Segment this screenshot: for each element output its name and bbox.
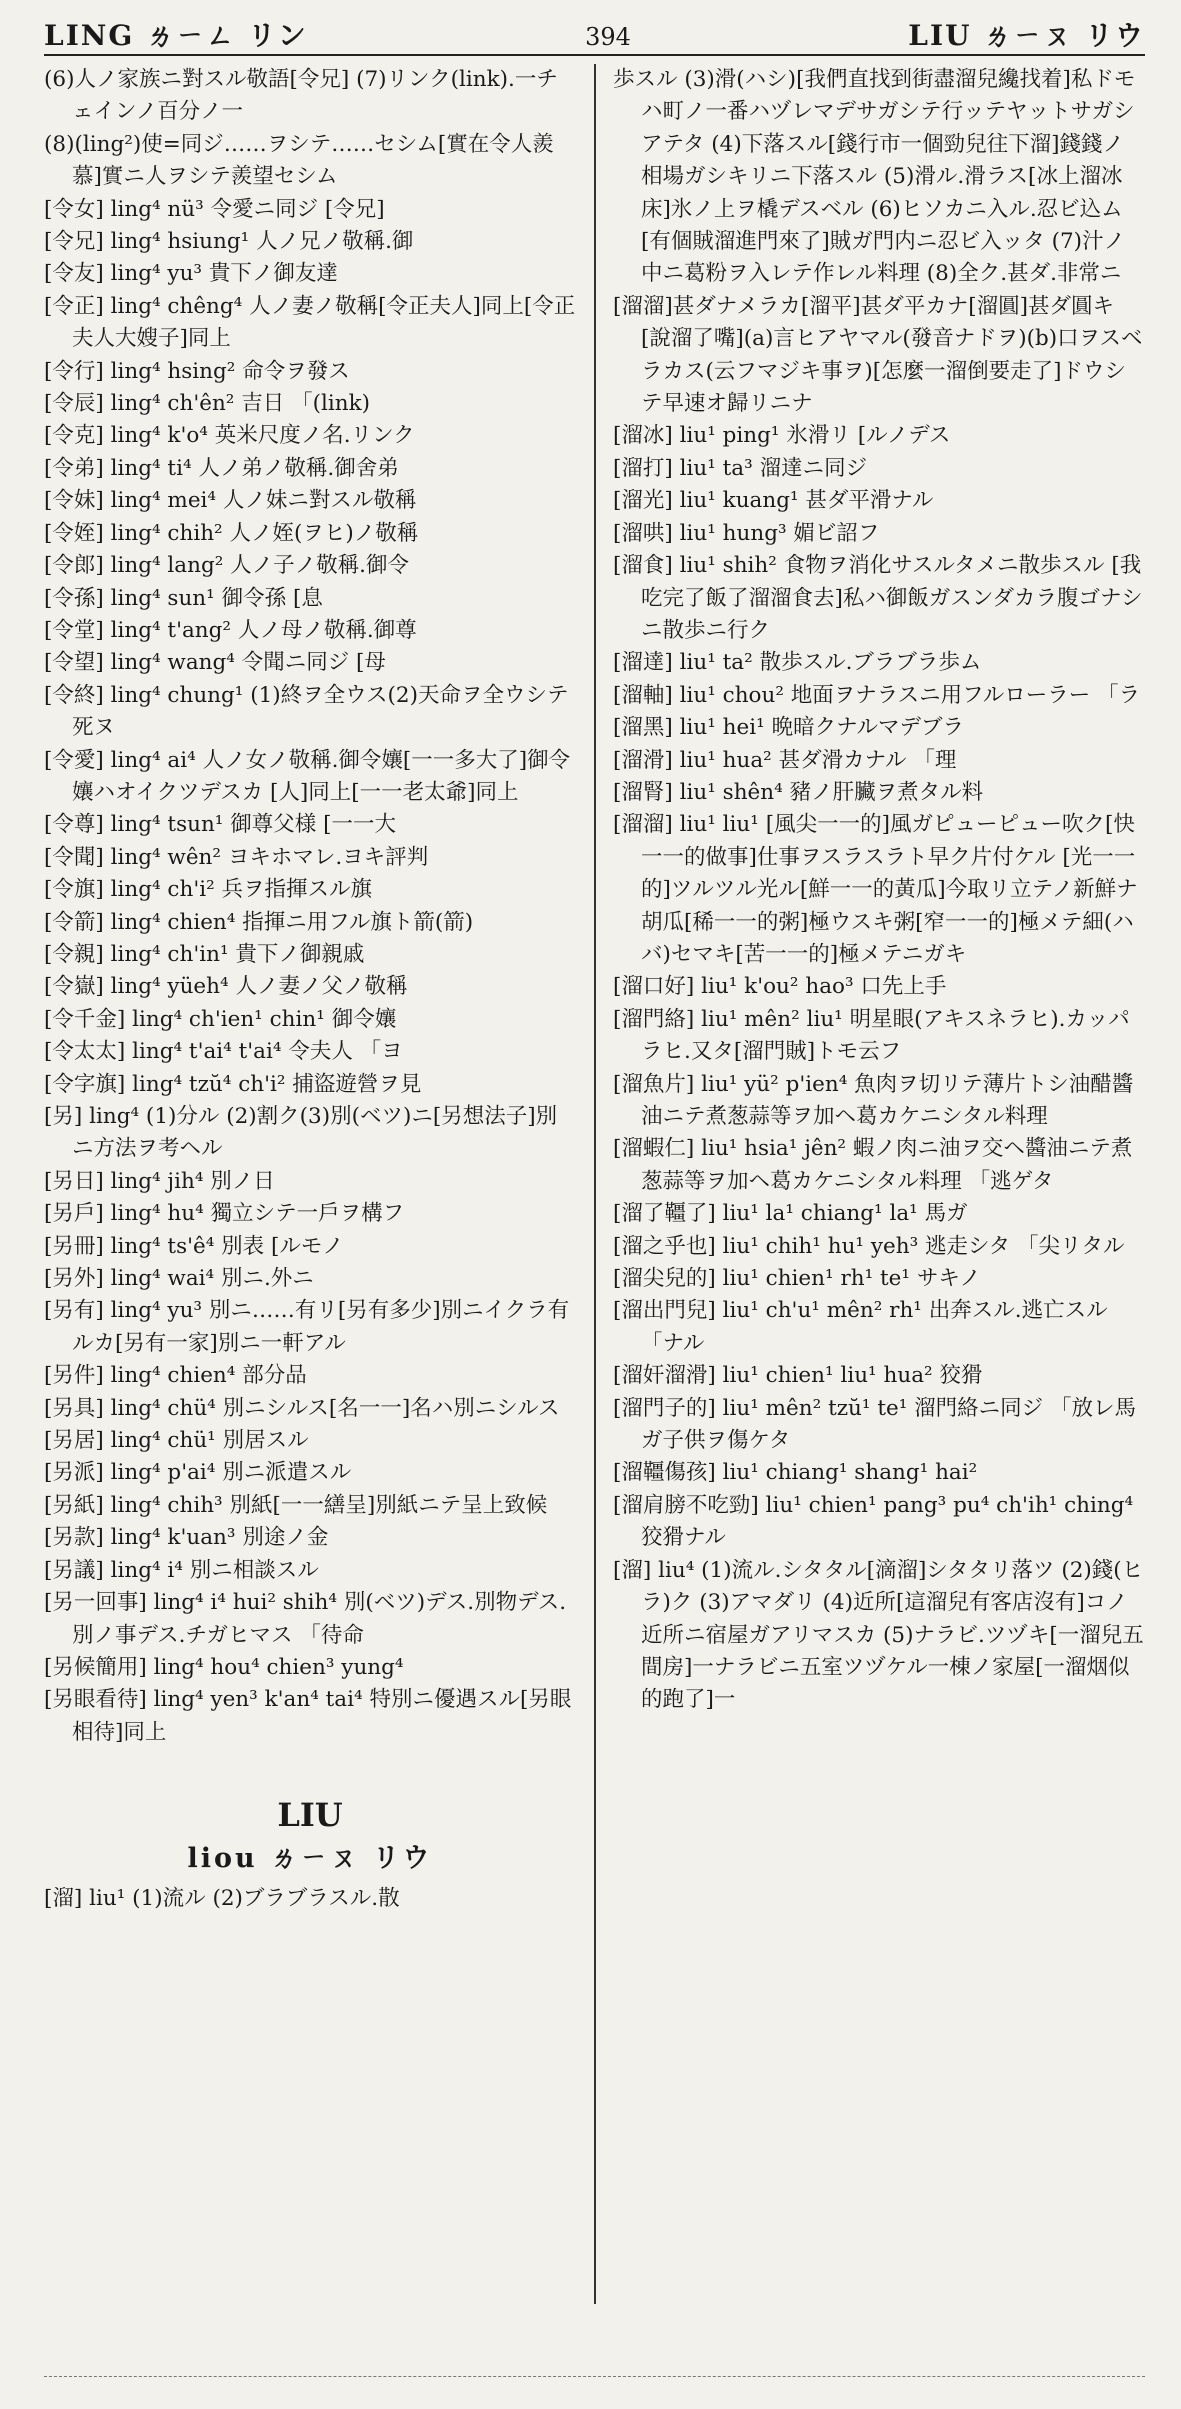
dictionary-entry: [溜門子的] liu¹ mên² tzŭ¹ te¹ 溜門絡ニ同ジ 「放レ馬ガ子供ヲ傷ケタ [613,1395,1136,1454]
dictionary-entry: [另冊] ling⁴ ts'ê⁴ 別表 [ルモノ [44,1233,344,1259]
dictionary-entry: 歩スル (3)滑(ハシ)[我們直找到街盡溜兒纔找着]私ドモハ町ノ一番ハヅレマデサガシテ行ッテヤットサガシアテタ (4)下落スル[錢行市一個勁兒往下溜]錢錢ノ相場ガシキリニ下落スル (5)滑ル.滑ラス[冰上溜冰床]氷ノ上ヲ橇デスベル (6)ヒソカニ入ル.忍ビ込ム[有個賊溜進門來了]賊ガ門内ニ忍ビ入ッタ (7)汁ノ中ニ葛粉ヲ入レテ作レル料理 (8)全ク.甚ダ.非常ニ [613,67,1136,287]
dictionary-entry: [溜黑] liu¹ hei¹ 晩暗クナルマデブラ [613,715,964,741]
dictionary-entry: [另件] ling⁴ chien⁴ 部分品 [44,1363,307,1389]
dictionary-entry: [令姪] ling⁴ chih² 人ノ姪(ヲヒ)ノ敬稱 [44,520,419,546]
dictionary-entry: [令辰] ling⁴ ch'ên² 吉日 「(link) [44,391,370,417]
left-tail-entries [44,1883,576,1915]
dictionary-entry: [令女] ling⁴ nü³ 令愛ニ同ジ [令兄] [44,196,385,222]
dictionary-entry: [溜魚片] liu¹ yü² p'ien⁴ 魚肉ヲ切リテ薄片トシ油醋醬油ニテ煮葱蒜等ヲ加ヘ葛カケニシタル料理 [613,1071,1134,1129]
dictionary-entry: [令旗] ling⁴ ch'i² 兵ヲ指揮スル旗 [44,877,373,903]
dictionary-entry: [溜肩膀不吃勁] liu¹ chien¹ pang³ pu⁴ ch'ih¹ ching⁴ 狡猾ナル [613,1492,1134,1551]
dictionary-entry: [令嶽] ling⁴ yüeh⁴ 人ノ妻ノ父ノ敬稱 [44,974,408,1000]
dictionary-entry: [溜奸溜滑] liu¹ chien¹ liu¹ hua² 狡猾 [613,1363,983,1389]
dictionary-entry: [溜食] liu¹ shih² 食物ヲ消化サスルタメニ散歩スル [我吃完了飯了溜溜食去]私ハ御飯ガスンダカラ腹ゴナシニ散歩ニ行ク [613,553,1143,643]
dictionary-entry: [令尊] ling⁴ tsun¹ 御尊父様 [一一大 [44,812,396,838]
header-left-guide: LING ㄌㄧㄥ リン [44,19,308,52]
dictionary-entry: [令字旗] ling⁴ tzŭ⁴ ch'i² 捕盜遊營ヲ見 [44,1071,422,1097]
dictionary-entry: [溜門絡] liu¹ mên² liu¹ 明星眼(アキスネラヒ).カッパラヒ.又タ[溜門賊]トモ云フ [613,1006,1130,1065]
dictionary-entry: [令郎] ling⁴ lang² 人ノ子ノ敬稱.御令 [44,553,410,579]
page-number: 394 [585,23,631,51]
dictionary-entry: [令望] ling⁴ wang⁴ 令聞ニ同ジ [母 [44,650,386,676]
dictionary-entry: [溜冰] liu¹ ping¹ 氷滑リ [ルノデス [613,423,951,449]
dictionary-entry: [另候簡用] ling⁴ hou⁴ chien³ yung⁴ [44,1654,404,1680]
dictionary-entry: [另款] ling⁴ k'uan³ 別途ノ金 [44,1525,329,1551]
dictionary-entry: [令正] ling⁴ chêng⁴ 人ノ妻ノ敬稱[令正夫人]同上[令正夫人大嫂子]同上 [44,293,576,352]
dictionary-entry: [溜韁傷孩] liu¹ chiang¹ shang¹ hai² [613,1460,978,1486]
dictionary-entry: [另戶] ling⁴ hu⁴ 獨立シテ一戶ヲ構フ [44,1201,405,1227]
dictionary-entry: [令親] ling⁴ ch'in¹ 貴下ノ御親戚 [44,941,365,967]
dictionary-entry: [令堂] ling⁴ t'ang² 人ノ母ノ敬稱.御尊 [44,617,417,643]
dictionary-entry: [另議] ling⁴ i⁴ 別ニ相談スル [44,1557,319,1583]
right-entries [613,64,1145,1717]
dictionary-entry: [令愛] ling⁴ ai⁴ 人ノ女ノ敬稱.御令孃[一一多大了]御令孃ハオイクツデスカ [人]同上[一一老太爺]同上 [44,747,571,805]
column-divider [594,64,596,2304]
dictionary-entry: [另有] ling⁴ yu³ 別ニ……有リ[另有多少]別ニイクラ有ルカ[另有一家]別ニ一軒アル [44,1298,570,1356]
dictionary-entry: [溜滑] liu¹ hua² 甚ダ滑カナル 「理 [613,747,957,773]
dictionary-entry: [令弟] ling⁴ ti⁴ 人ノ弟ノ敬稱.御舍弟 [44,455,399,481]
dictionary-entry: [另居] ling⁴ chü¹ 別居スル [44,1428,309,1454]
dictionary-entry: [溜打] liu¹ ta³ 溜達ニ同ジ [613,455,868,481]
dictionary-entry: [令孫] ling⁴ sun¹ 御令孫 [息 [44,585,323,611]
dictionary-entry: [令千金] ling⁴ ch'ien¹ chin¹ 御令孃 [44,1006,397,1032]
dictionary-entry: [溜尖兒的] liu¹ chien¹ rh¹ te¹ サキノ [613,1266,981,1292]
left-entries [44,64,576,1749]
section-heading: LIU [277,1796,343,1835]
dictionary-entry: [另外] ling⁴ wai⁴ 別ニ.外ニ [44,1266,314,1292]
two-column-body [44,64,1145,2304]
dictionary-entry: [另具] ling⁴ chü⁴ 別ニシルス[名一一]名ハ別ニシルス [44,1395,560,1421]
dictionary-entry: [另一回事] ling⁴ i⁴ hui² shih⁴ 別(ベツ)デス.別物デス.別ノ事デス.チガヒマス 「待命 [44,1590,567,1648]
dictionary-entry: [另派] ling⁴ p'ai⁴ 別ニ派遣スル [44,1460,352,1486]
dictionary-entry: [令太太] ling⁴ t'ai⁴ t'ai⁴ 令夫人 「ヨ [44,1039,403,1065]
dictionary-entry: [溜出門兒] liu¹ ch'u¹ mên² rh¹ 出奔スル.逃亡スル 「ナル [613,1298,1108,1356]
dictionary-entry: [另] ling⁴ (1)分ル (2)割ク(3)別(ベツ)ニ[另想法子]別ニ方法ヲ考ヘル [44,1104,558,1162]
dictionary-entry: [溜達] liu¹ ta² 散歩スル.ブラブラ歩ム [613,650,982,676]
dictionary-entry: [溜溜]甚ダナメラカ[溜平]甚ダ平カナ[溜圓]甚ダ圓キ [說溜了嘴](a)言ヒアヤマル(發音ナドヲ)(b)口ヲスベラカス(云フマジキ事ヲ)[怎麼一溜倒要走了]ドウシテ早速オ歸リニナ [613,293,1143,417]
dictionary-entry: [另日] ling⁴ jih⁴ 別ノ日 [44,1168,275,1194]
section-subheading: liou ㄌㄧㄡ リウ [187,1843,433,1875]
dictionary-entry: [令妹] ling⁴ mei⁴ 人ノ妹ニ對スル敬稱 [44,488,417,514]
dictionary-entry: [另紙] ling⁴ chih³ 別紙[一一繕呈]別紙ニテ呈上致候 [44,1492,548,1518]
page-header [44,14,1145,56]
right-column [613,64,1145,2304]
dictionary-entry: [令聞] ling⁴ wên² ヨキホマレ.ヨキ評判 [44,844,429,870]
dictionary-entry: [溜蝦仁] liu¹ hsia¹ jên² 蝦ノ肉ニ油ヲ交ヘ醬油ニテ煮葱蒜等ヲ加ヘ葛カケニシタル料理 「逃ゲタ [613,1136,1133,1194]
dictionary-entry: [溜光] liu¹ kuang¹ 甚ダ平滑ナル [613,488,934,514]
left-column [44,64,576,2304]
dictionary-entry: [令兄] ling⁴ hsiung¹ 人ノ兄ノ敬稱.御 [44,229,414,255]
dictionary-entry: [另眼看待] ling⁴ yen³ k'an⁴ tai⁴ 特別ニ優遇スル[另眼相待]同上 [44,1687,572,1745]
dictionary-entry: [溜之乎也] liu¹ chih¹ hu¹ yeh³ 逃走シタ 「尖リタル [613,1233,1125,1259]
dictionary-entry: [溜軸] liu¹ chou² 地面ヲナラスニ用フルローラー 「ラ [613,682,1141,708]
dictionary-entry: [溜口好] liu¹ k'ou² hao³ 口先上手 [613,974,947,1000]
dictionary-entry: [溜] liu¹ (1)流ル (2)ブラブラスル.散 [44,1886,400,1912]
dictionary-entry: [令終] ling⁴ chung¹ (1)終ヲ全ウス(2)天命ヲ全ウシテ死ヌ [44,682,569,741]
dictionary-entry: [令箭] ling⁴ chien⁴ 指揮ニ用フル旗ト箭(箭) [44,909,474,935]
dictionary-entry: [溜哄] liu¹ hung³ 媚ビ詔フ [613,520,880,546]
footer-rule [44,2376,1145,2377]
header-right-guide: LIU ㄌㄧㄡ リウ [908,19,1145,52]
dictionary-entry: [令行] ling⁴ hsing² 命令ヲ發ス [44,358,350,384]
dictionary-entry: [溜溜] liu¹ liu¹ [風尖一一的]風ガピューピュー吹ク[快一一的做事]仕事ヲスラスラト早ク片付ケル [光一一的]ツルツル光ル[鮮一一的黃瓜]今取リ立テノ新鮮ナ胡瓜[稀一一的粥]極ウスキ粥[窄一一的]極メテ細(ハバ)セマキ[苦一一的]極メテニガキ [613,812,1138,967]
dictionary-entry: [溜腎] liu¹ shên⁴ 豬ノ肝臟ヲ煮タル料 [613,779,984,805]
dictionary-entry: [溜了韁了] liu¹ la¹ chiang¹ la¹ 馬ガ [613,1201,968,1227]
dictionary-entry: (8)(ling²)使=同ジ……ヲシテ……セシム[實在令人羨慕]實ニ人ヲシテ羨望セシム [44,131,554,190]
dictionary-entry: (6)人ノ家族ニ對スル敬語[令兄] (7)リンク(link).一チェインノ百分ノ一 [44,67,558,125]
dictionary-entry: [令友] ling⁴ yu³ 貴下ノ御友達 [44,261,338,287]
dictionary-entry: [溜] liu⁴ (1)流ル.シタタル[滴溜]シタタリ落ツ (2)錢(ヒラ)ク (3)アマダリ (4)近所[這溜兒有客店沒有]コノ近所ニ宿屋ガアリマスカ (5)ナラビ.ツヅキ[一溜兒五間房]一ナラビニ五室ツヅケル一棟ノ家屋[一溜烟似的跑了]一 [613,1557,1144,1713]
dictionary-entry: [令克] ling⁴ k'o⁴ 英米尺度ノ名.リンク [44,423,415,449]
